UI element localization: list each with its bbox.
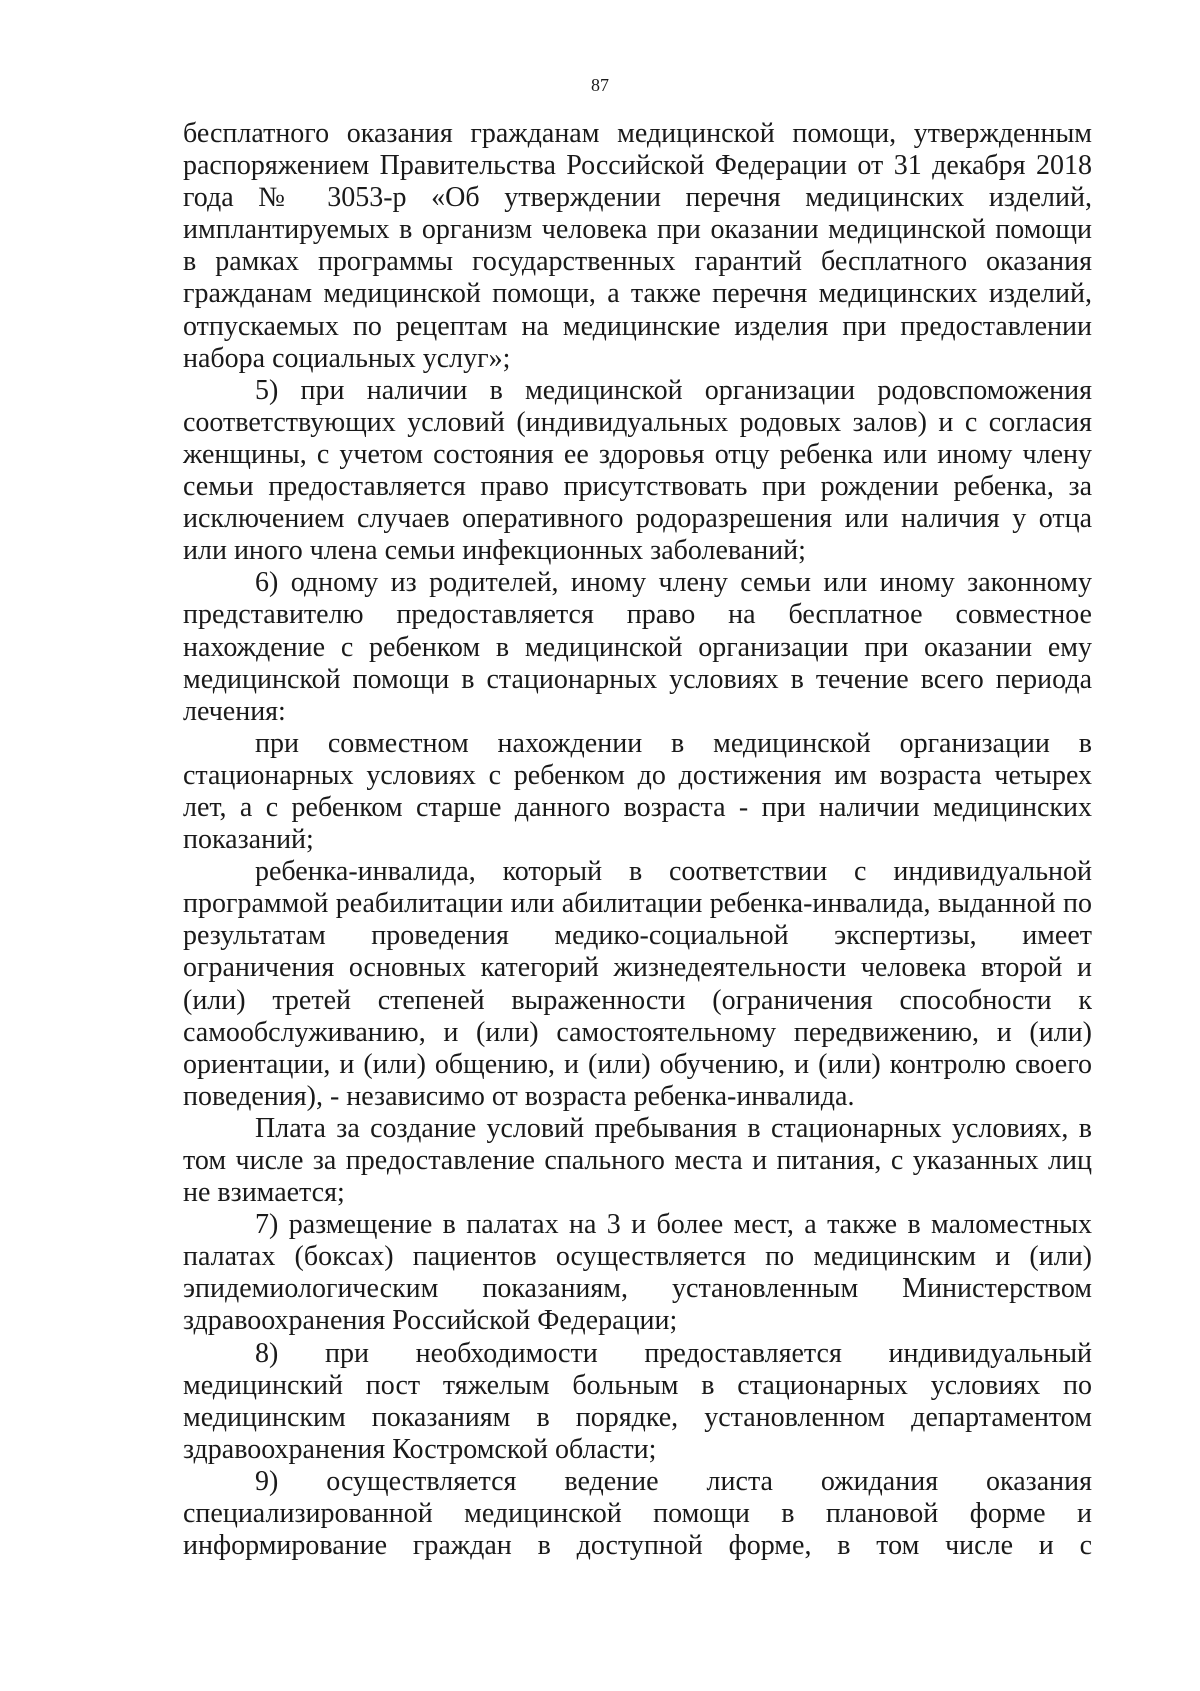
paragraph-fee-note: Плата за создание условий пребывания в стационарных условиях, в том числе за предоставление спального места и питания, с указанных лиц не взимается;: [183, 1112, 1092, 1209]
paragraph-item-8: 8) при необходимости предоставляется индивидуальный медицинский пост тяжелым больным в стационарных условиях по медицинским показаниям в порядке, установленном департаментом здравоохранения Костромской области;: [183, 1337, 1092, 1465]
paragraph-item-9: 9) осуществляется ведение листа ожидания оказания специализированной медицинской помощи в плановой форме и информирование граждан в доступной форме, в том числе и с: [183, 1465, 1092, 1562]
paragraph-continuation: бесплатного оказания гражданам медицинской помощи, утвержденным распоряжением Правительства Российской Федерации от 31 декабря 2018 года № 3053-р «Об утверждении перечня медицинских изделий, имплантируемых в организм человека при оказании медицинской помощи в рамках программы государственных гарантий бесплатного оказания гражданам медицинской помощи, а также перечня медицинских изделий, отпускаемых по рецептам на медицинские изделия при предоставлении набора социальных услуг»;: [183, 118, 1092, 374]
paragraph-item-7: 7) размещение в палатах на 3 и более мест, а также в маломестных палатах (боксах) пациентов осуществляется по медицинским и (или) эпидемиологическим показаниям, установленным Министерством здравоохранения Российской Федерации;: [183, 1209, 1092, 1337]
document-body: [183, 118, 1092, 1562]
paragraph-item-6-case-2: ребенка-инвалида, который в соответствии с индивидуальной программой реабилитации или абилитации ребенка-инвалида, выданной по результатам проведения медико-социальной экспертизы, имеет ограничения основных категорий жизнедеятельности человека второй и (или) третей степеней выраженности (ограничения способности к самообслуживанию, и (или) самостоятельному передвижению, и (или) ориентации, и (или) общению, и (или) обучению, и (или) контролю своего поведения), - независимо от возраста ребенка-инвалида.: [183, 856, 1092, 1112]
page-number: 87: [591, 75, 609, 95]
paragraph-item-6-case-1: при совместном нахождении в медицинской организации в стационарных условиях с ребенком до достижения им возраста четырех лет, а с ребенком старше данного возраста - при наличии медицинских показаний;: [183, 727, 1092, 856]
paragraph-item-5: 5) при наличии в медицинской организации родовспоможения соответствующих условий (индивидуальных родовых залов) и с согласия женщины, с учетом состояния ее здоровья отцу ребенка или иному члену семьи предоставляется право присутствовать при рождении ребенка, за исключением случаев оперативного родоразрешения или наличия у отца или иного члена семьи инфекционных заболеваний;: [183, 374, 1092, 567]
paragraph-item-6: 6) одному из родителей, иному члену семьи или иному законному представителю предоставляется право на бесплатное совместное нахождение с ребенком в медицинской организации при оказании ему медицинской помощи в стационарных условиях в течение всего периода лечения:: [183, 567, 1092, 727]
